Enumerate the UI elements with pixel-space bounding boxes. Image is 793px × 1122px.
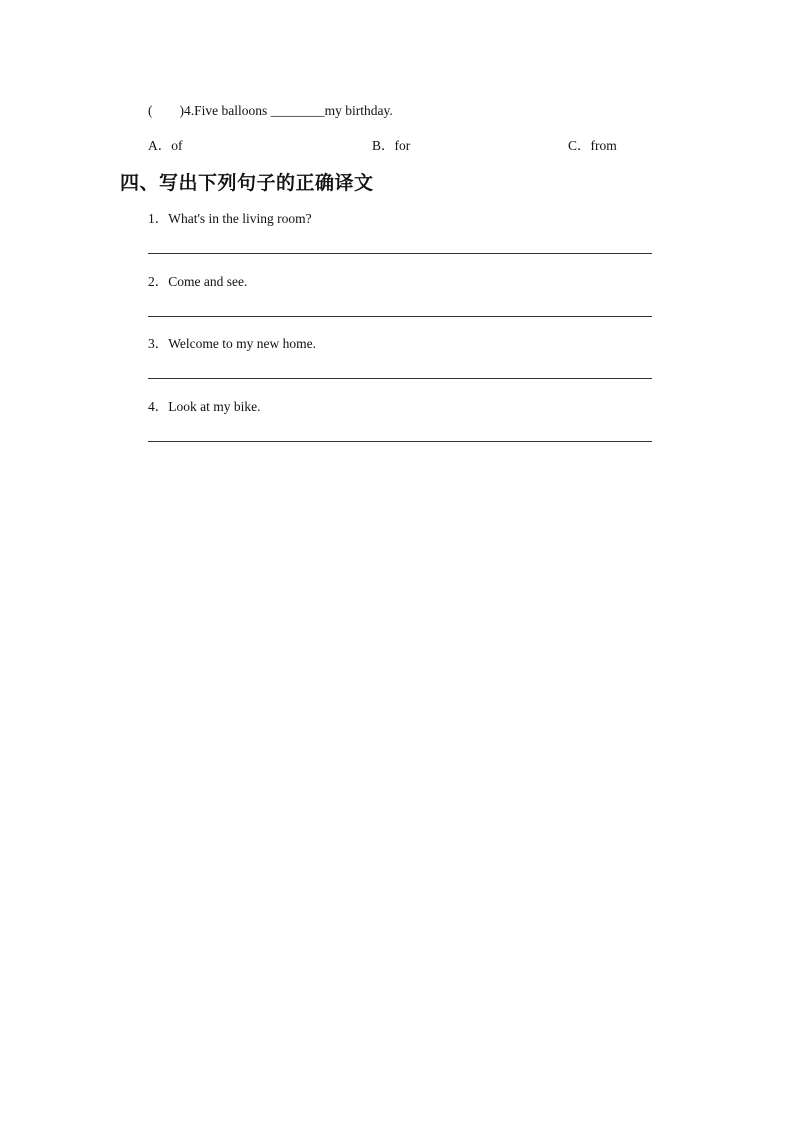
question-4-text: ( )4.Five balloons ________my birthday.: [148, 103, 393, 118]
option-a: A．of: [148, 138, 183, 153]
translation-item: [148, 395, 652, 415]
option-c: C．from: [568, 138, 617, 153]
answer-line[interactable]: [148, 316, 652, 317]
translation-sentence: 4．Look at my bike.: [148, 399, 261, 414]
translation-item: [148, 332, 652, 352]
translation-sentence: 2．Come and see.: [148, 274, 248, 289]
section-title: 四、写出下列句子的正确译文: [120, 172, 374, 194]
translation-sentence: 3．Welcome to my new home.: [148, 336, 316, 351]
answer-line[interactable]: [148, 253, 652, 254]
answer-line[interactable]: [148, 378, 652, 379]
option-b: B．for: [372, 138, 411, 153]
translation-sentence: 1．What's in the living room?: [148, 211, 312, 226]
answer-line[interactable]: [148, 441, 652, 442]
translation-item: [148, 270, 652, 290]
translation-item: [148, 207, 652, 227]
